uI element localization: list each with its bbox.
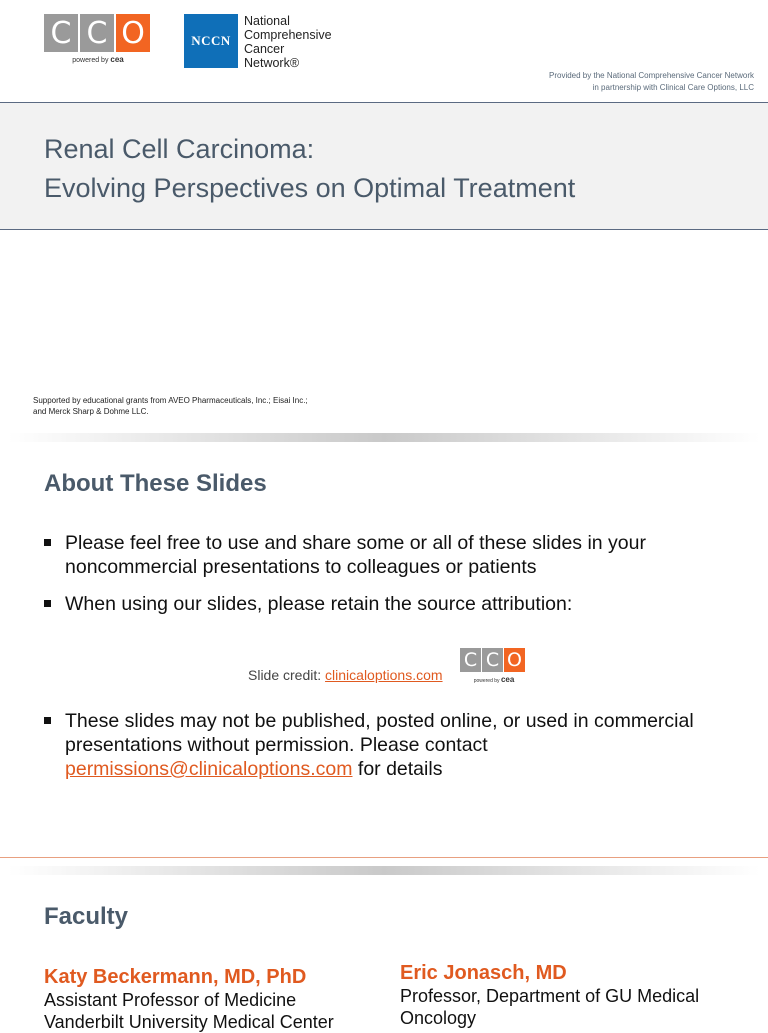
bullet-item: Please feel free to use and share some or all of these slides in your noncommercial presentations to colleagues or patients — [44, 531, 744, 579]
credit-link[interactable]: clinicaloptions.com — [325, 667, 443, 683]
permissions-email-link[interactable]: permissions@clinicaloptions.com — [65, 758, 353, 780]
bullet-square-icon — [44, 600, 51, 607]
nccn-logo-mark: NCCN — [184, 14, 238, 68]
cco-logo-letter: C — [460, 648, 481, 672]
cco-tagline: powered by cea — [72, 55, 124, 64]
support-statement: Supported by educational grants from AVEO Pharmaceuticals, Inc.; Eisai Inc.; and Merck Sharp & Dohme LLC. — [33, 396, 308, 416]
faculty-member — [44, 966, 374, 1033]
faculty-title: Professor, Department of GU Medical Oncology — [400, 986, 700, 1028]
cco-logo-letter: C — [482, 648, 503, 672]
bullet-square-icon — [44, 717, 51, 724]
slide-credit: Slide credit: clinicaloptions.com — [248, 667, 443, 683]
nccn-logo — [184, 14, 332, 70]
nccn-logo-name: National Comprehensive Cancer Network® — [244, 14, 332, 70]
cco-tagline: powered by cea — [473, 675, 515, 684]
cco-logo-letter: C — [80, 14, 114, 52]
faculty-name: Katy Beckermann, MD, PhD — [44, 966, 307, 988]
cco-logo-letter: O — [504, 648, 525, 672]
cco-logo-letter: C — [44, 14, 78, 52]
bullet-square-icon — [44, 539, 51, 546]
provided-by-text: Provided by the National Comprehensive Cancer Network in partnership with Clinical Care Options, LLC — [549, 71, 754, 92]
bullet-item: When using our slides, please retain the source attribution: — [44, 592, 744, 616]
about-heading: About These Slides — [44, 470, 267, 497]
faculty-name: Eric Jonasch, MD — [400, 962, 567, 984]
slide-border — [0, 857, 768, 858]
slide-divider — [8, 866, 760, 875]
slide-divider — [8, 433, 760, 442]
cco-logo — [44, 14, 152, 76]
cco-logo-small — [460, 648, 528, 684]
cco-logo-letter: O — [116, 14, 150, 52]
slide-title: Renal Cell Carcinoma: Evolving Perspectives on Optimal Treatment — [44, 134, 576, 203]
faculty-member — [400, 962, 740, 1029]
faculty-title: Assistant Professor of Medicine Vanderbilt University Medical Center — [44, 990, 334, 1032]
faculty-heading: Faculty — [44, 903, 129, 930]
bullet-item: These slides may not be published, posted online, or used in commercial presentations without permission. Please contact permissions@clinicaloptions.com for details — [44, 709, 744, 781]
